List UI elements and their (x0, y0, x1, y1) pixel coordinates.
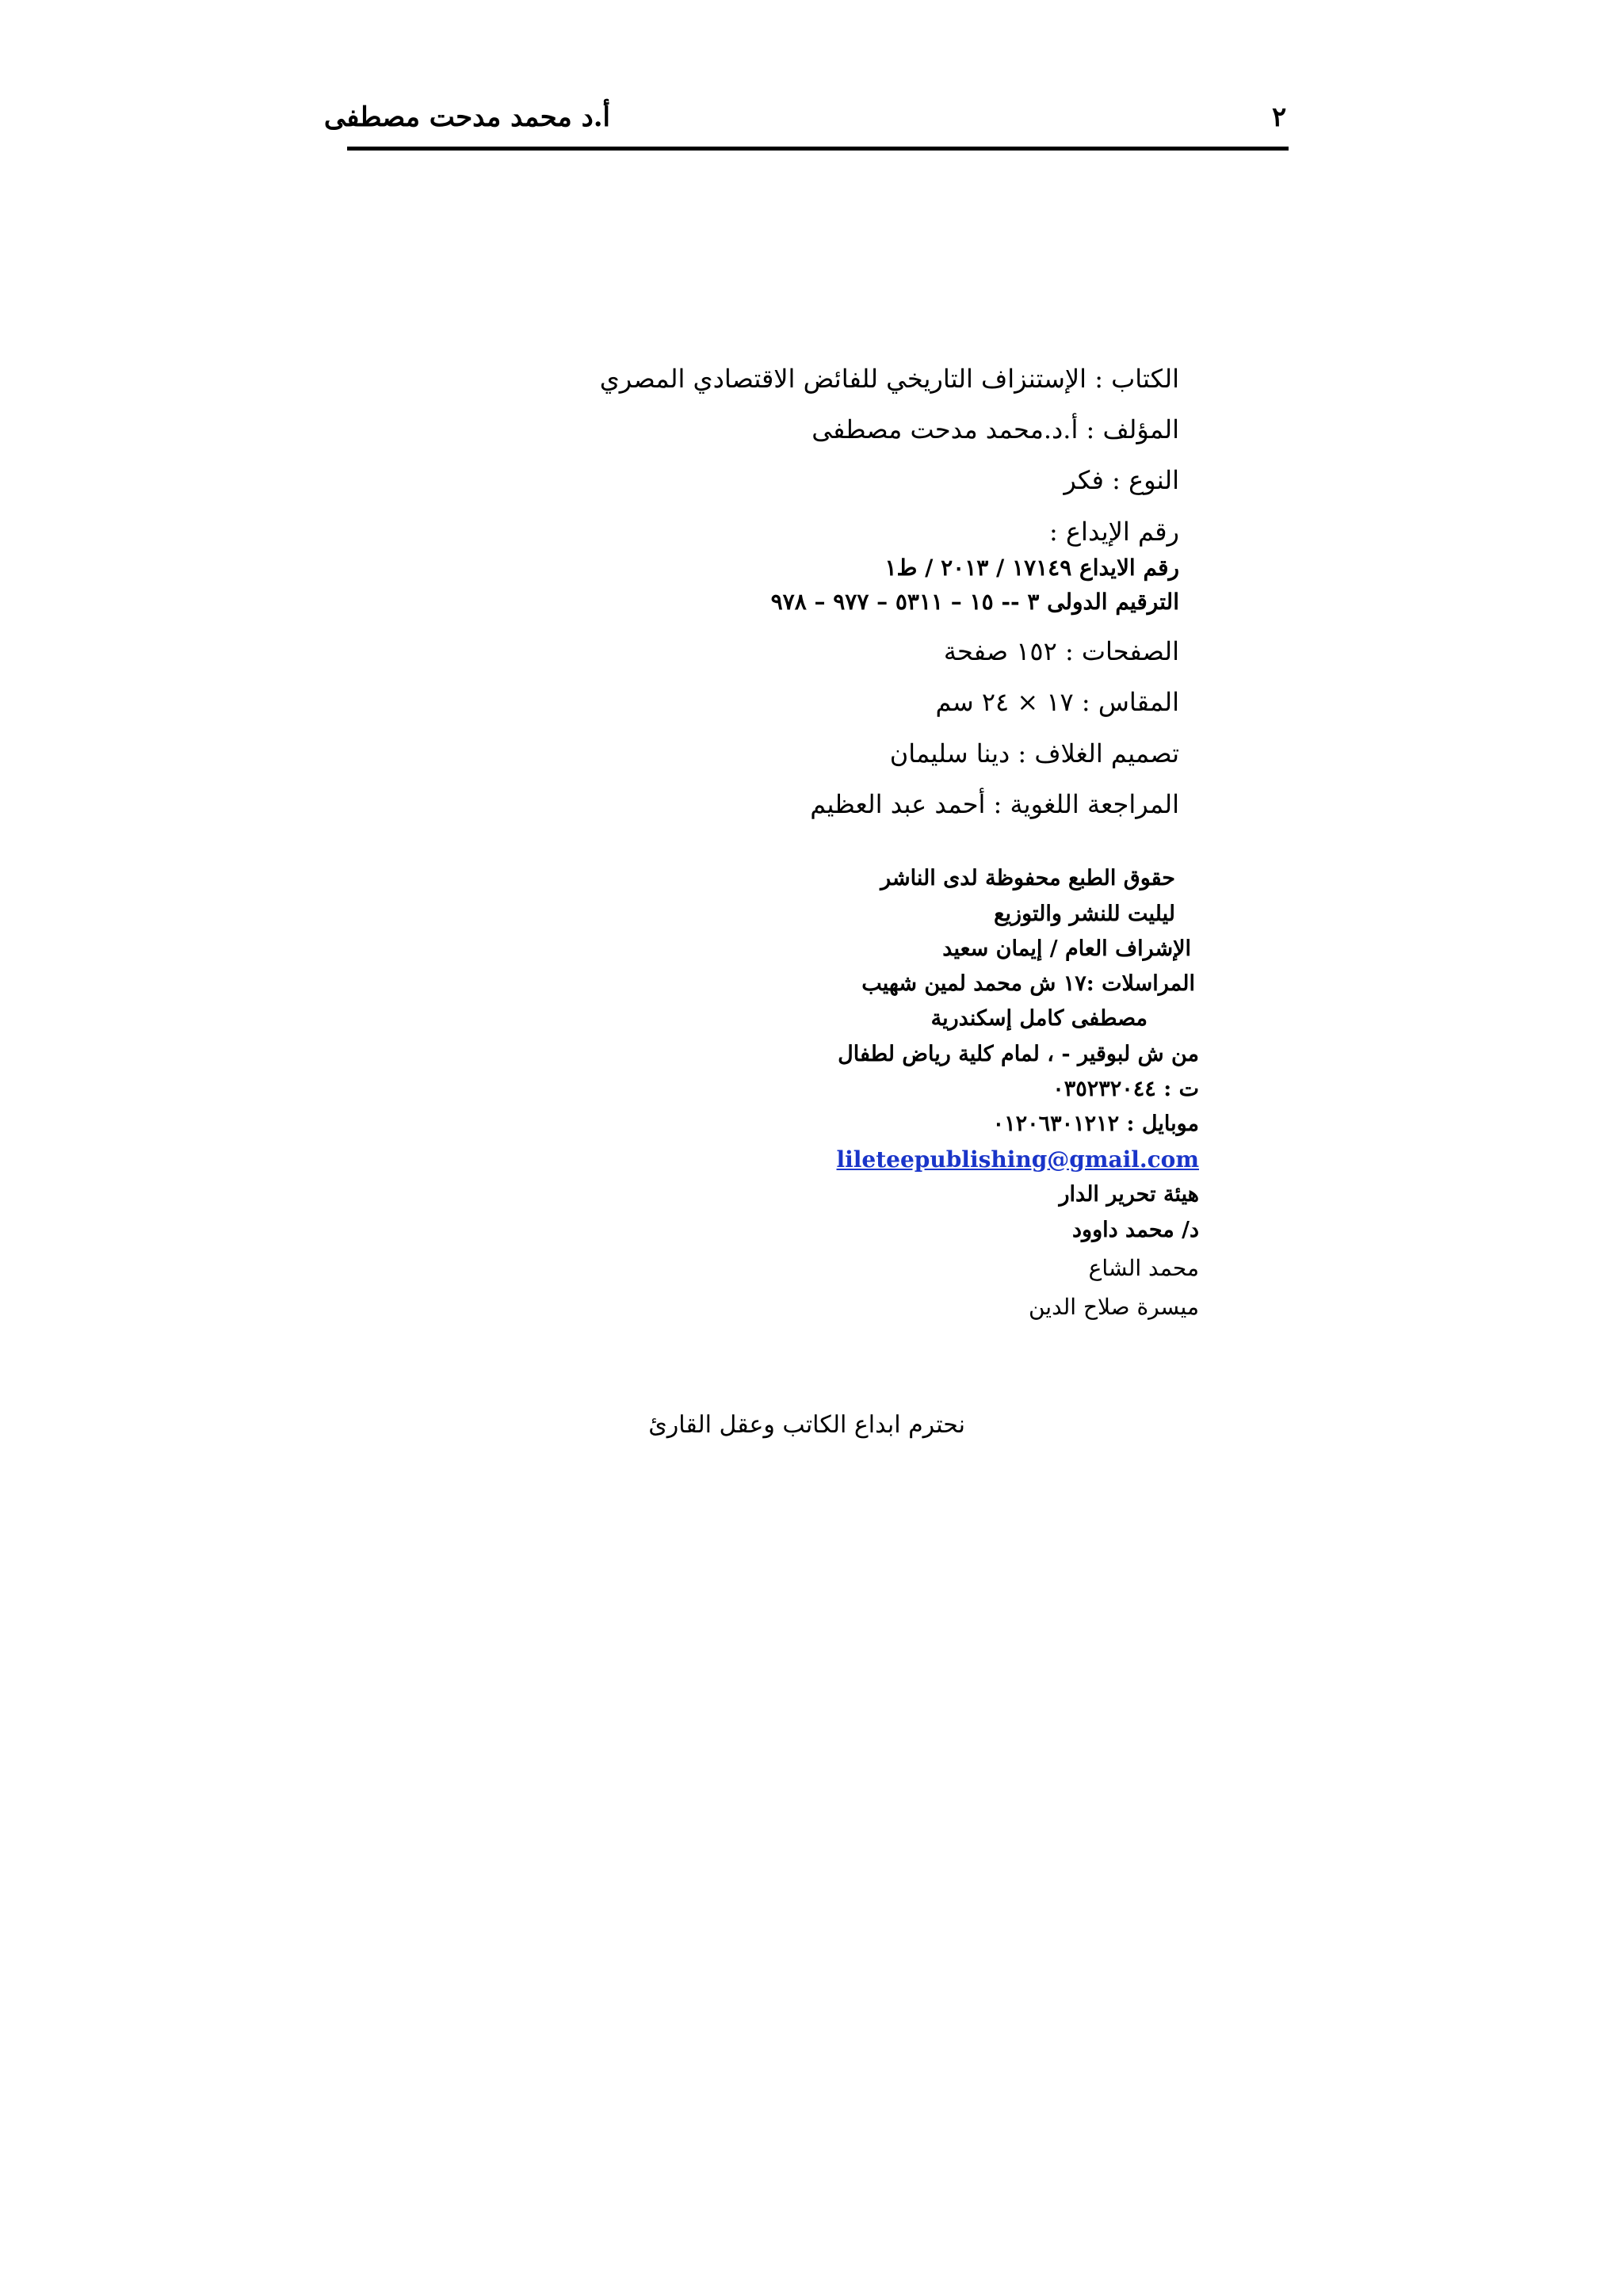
publisher-motto: نحترم ابداع الكاتب وعقل القارئ (648, 1411, 965, 1439)
publisher-mobile: موبايل : ٠١٢٠٦٣٠١٢١٢ (992, 1112, 1199, 1136)
publisher-landmark: من ش لبوقير - ، لمام كلية رياض لطفال (838, 1042, 1199, 1066)
book-author-line: المؤلف : أ.د.محمد مدحت مصطفى (812, 414, 1179, 444)
proofreading-line: المراجعة اللغوية : أحمد عبد العظيم (810, 789, 1179, 819)
deposit-number: رقم الايداع ١٧١٤٩ / ٢٠١٣ / ط١ (884, 555, 1179, 581)
header-rule (347, 147, 1289, 151)
deposit-label: رقم الإيداع : (1049, 517, 1179, 547)
publisher-name: ليليت للنشر والتوزيع (994, 902, 1175, 926)
publisher-supervision: الإشراف العام / إيمان سعيد (942, 936, 1191, 961)
isbn-line: الترقيم الدولى ٣ -- ١٥ – ٥٣١١ – ٩٧٧ – ٩٧٨ (770, 589, 1179, 615)
publisher-email-link[interactable]: lileteepublishing@gmail.com (836, 1146, 1199, 1173)
book-genre-line: النوع : فكر (1064, 465, 1179, 495)
running-header-author: أ.د محمد مدحت مصطفى (323, 101, 610, 133)
editor-2: محمد الشاع (1088, 1255, 1199, 1281)
page-number: ٢ (1272, 101, 1287, 133)
pages-line: الصفحات : ١٥٢ صفحة (943, 636, 1179, 666)
publisher-district: مصطفى كامل إسكندرية (930, 1006, 1148, 1031)
cover-design-line: تصميم الغلاف : دينا سليمان (889, 738, 1179, 769)
editor-3: ميسرة صلاح الدين (1028, 1294, 1199, 1320)
publisher-rights: حقوق الطبع محفوظة لدى الناشر (880, 866, 1175, 891)
publisher-phone: ت : ٠٣٥٢٣٢٠٤٤ (1052, 1077, 1199, 1101)
book-title-line: الكتاب : الإستنزاف التاريخي للفائض الاقتصادي المصري (599, 364, 1179, 394)
size-line: المقاس : ١٧ × ٢٤ سم (935, 687, 1179, 717)
editor-1: د/ محمد داوود (1072, 1218, 1199, 1242)
publisher-address: المراسلات :١٧ ش محمد لمين شهيب (861, 971, 1195, 996)
editorial-board-label: هيئة تحرير الدار (1059, 1182, 1199, 1207)
